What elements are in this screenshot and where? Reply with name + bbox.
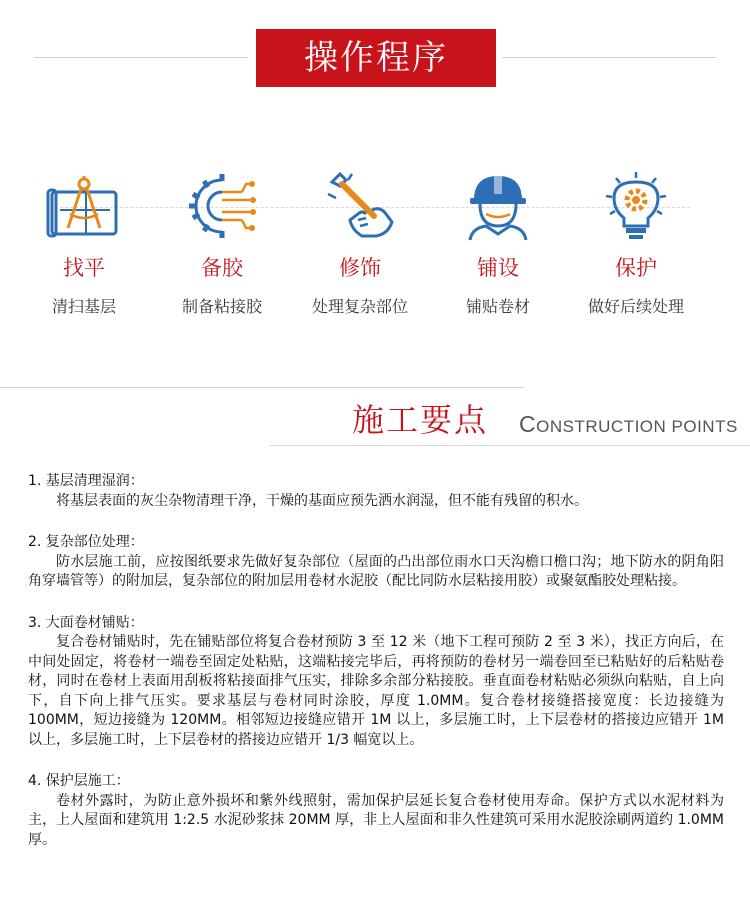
step-desc: 处理复杂部位	[311, 297, 408, 316]
step-name: 备胶	[201, 256, 243, 280]
item-heading: 3. 大面卷材铺贴：	[28, 614, 144, 631]
step-name: 修饰	[339, 256, 381, 280]
page-title: 操作程序	[256, 29, 496, 87]
item-body-text: 将基层表面的灰尘杂物清理干净，干燥的基面应预先洒水润湿，但不能有残留的积水。	[56, 492, 588, 509]
item-body	[28, 553, 724, 592]
step-5	[571, 170, 701, 318]
step-name: 保护	[615, 256, 657, 280]
section-subtitle	[519, 410, 738, 441]
list-item	[28, 772, 724, 850]
step-desc: 做好后续处理	[587, 297, 684, 316]
item-heading: 2. 复杂部位处理：	[28, 534, 144, 550]
divider	[34, 57, 248, 58]
drafting-compass-icon	[46, 170, 122, 242]
item-body	[28, 633, 724, 750]
wrench-hand-icon	[322, 170, 398, 242]
step-desc: 铺贴卷材	[465, 297, 530, 316]
divider	[270, 445, 750, 446]
step-desc: 制备粘接胶	[181, 297, 262, 316]
step-2	[157, 170, 287, 318]
gear-circuit-icon	[184, 170, 260, 242]
section-title: 施工要点	[352, 401, 489, 439]
divider	[502, 57, 716, 58]
step-3	[295, 170, 425, 318]
step-4	[433, 170, 563, 318]
item-body-text: 防水层施工前，应按图纸要求先做好复杂部位（屋面的凸出部位雨水口天沟檐口檐口沟；地下防水的阴角阳角穿墙管等）的附加层，复杂部位的附加层用卷材水泥胶（配比同防水层粘接用胶）或聚氨酯胶处理粘接。	[28, 553, 724, 589]
header	[0, 0, 750, 110]
construction-points	[28, 472, 724, 872]
item-heading: 4. 保护层施工：	[28, 773, 130, 789]
item-body	[28, 792, 724, 851]
list-item	[28, 472, 724, 511]
list-item	[28, 614, 724, 751]
step-name: 找平	[63, 256, 105, 280]
step-desc: 清扫基层	[51, 297, 116, 316]
step-name: 铺设	[477, 256, 519, 280]
item-body-text: 复合卷材铺贴时，先在铺贴部位将复合卷材预防 3 至 12 米（地下工程可预防 2 至 3 米），找正方向后，在中间处固定，将卷材一端卷至固定处粘贴，这端粘接完毕后，再将预防的卷材另一端卷回至已粘贴好的后粘贴卷材，同时在卷材上表面用刮板将粘接面排气压实，排除多余部分粘接胶。垂直面卷材粘贴必须纵向粘贴，自上向下，自下向上排气压实。要求基层与卷材同时涂胶，厚度 1.0MM。复合卷材接缝搭接宽度：长边接缝为 100MM，短边接缝为 120MM。相邻短边接缝应错开 1M 以上，多层施工时，上下层卷材的搭接边应错开 1M 以上，多层施工时，上下层卷材的搭接边应错开 1/3 幅宽以上。	[28, 634, 724, 748]
list-item	[28, 533, 724, 592]
worker-helmet-icon	[460, 170, 536, 242]
item-body	[28, 492, 724, 512]
step-1	[19, 170, 149, 318]
subtitle-initial: C	[519, 411, 537, 437]
subtitle-rest: ONSTRUCTION POINTS	[536, 417, 738, 436]
item-heading: 1. 基层清理湿润：	[28, 473, 144, 489]
lightbulb-gear-icon	[598, 170, 674, 242]
divider	[0, 387, 525, 388]
item-body-text: 卷材外露时，为防止意外损坏和紫外线照射，需加保护层延长复合卷材使用寿命。保护方式以水泥材料为主，上人屋面和建筑用 1:2.5 水泥砂浆抹 20MM 厚，非上人屋面和非久性建筑可采用水泥胶涂刷两道约 1.0MM 厚。	[28, 792, 724, 848]
